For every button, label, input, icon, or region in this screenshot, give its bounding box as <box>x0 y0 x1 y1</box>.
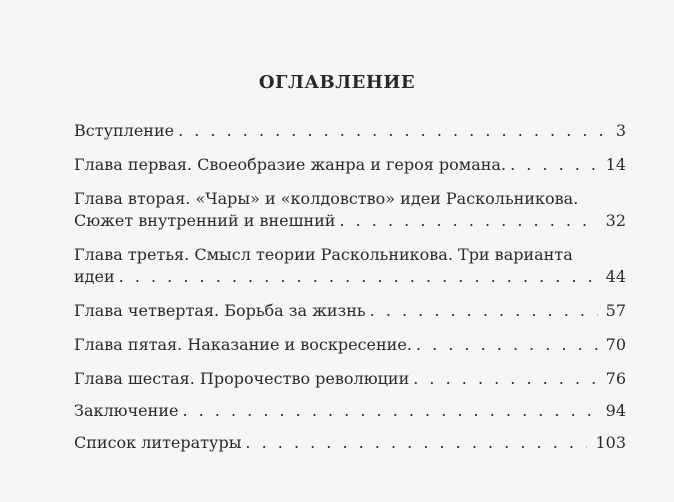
toc-entry-page: 14 <box>605 155 626 174</box>
toc-entry-page: 57 <box>605 301 626 320</box>
toc-entry <box>74 432 626 454</box>
toc-entry-title-line: Глава вторая. «Чары» и «колдовство» идеи Раскольникова. <box>74 189 579 208</box>
toc-entry <box>74 120 626 142</box>
toc-entry-title: Глава шестая. Пророчество революции <box>74 369 410 388</box>
toc-entry-title: Глава первая. Своеобразие жанра и героя романа. <box>74 155 507 174</box>
toc-entry-title-line: Глава третья. Смысл теории Раскольникова. Три варианта <box>74 245 573 264</box>
toc-entry-page: 32 <box>605 211 626 230</box>
toc-entry-title: Заключение <box>74 401 179 420</box>
toc-entry <box>74 244 626 288</box>
toc-entry-title: идеи <box>74 267 115 286</box>
leader-dots <box>510 154 598 176</box>
toc-entry-title: Глава четвертая. Борьба за жизнь <box>74 301 366 320</box>
leader-dots <box>339 210 597 232</box>
leader-dots <box>178 120 608 142</box>
leader-dots <box>413 368 597 390</box>
toc-entry-title: Глава пятая. Наказание и воскресение. <box>74 335 412 354</box>
toc-entry-title: Список литературы <box>74 433 242 452</box>
toc-entry-page: 44 <box>605 267 626 286</box>
toc-entry <box>74 400 626 422</box>
leader-dots <box>416 334 598 356</box>
toc-entry-title: Вступление <box>74 121 175 140</box>
toc-entry-page: 76 <box>605 369 626 388</box>
leader-dots <box>245 432 587 454</box>
leader-dots <box>119 266 598 288</box>
toc-entry <box>74 154 626 176</box>
toc-entry-page: 94 <box>605 401 626 420</box>
leader-dots <box>182 400 597 422</box>
toc-entry <box>74 188 626 232</box>
page-title: ОГЛАВЛЕНИЕ <box>258 72 416 93</box>
toc-entry-page: 103 <box>595 433 626 452</box>
toc-entry-title: Сюжет внутренний и внешний <box>74 211 336 230</box>
toc-entry <box>74 368 626 390</box>
toc-entry <box>74 334 626 356</box>
leader-dots <box>370 300 598 322</box>
toc-entry-page: 3 <box>615 121 626 140</box>
toc-entry <box>74 300 626 322</box>
toc-entry-page: 70 <box>605 335 626 354</box>
